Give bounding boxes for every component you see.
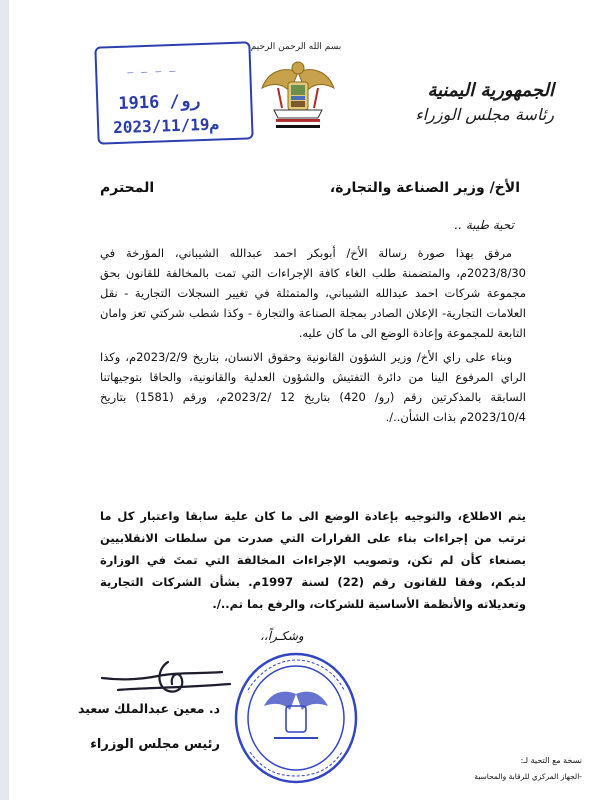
- yemen-eagle-emblem-icon: [260, 58, 336, 132]
- signer-title: رئيس مجلس الوزراء: [90, 737, 220, 752]
- paragraph-2: وبناء على راي الأخ/ وزير الشؤون القانونية وحقوق الانسان، بتاريخ 2023/2/9م، وكذا الراي المرفوع الينا من دائرة التفتيش والشؤون العدلية والقانونية، والحاقا بتوجيهاتنا السابقة بالمذكرتين رقم (رو/ 420) بتاريخ 12 /2023/2م، ورقم (1581) بتاريخ 2023/10/4م بذات الشأن../.: [100, 350, 527, 424]
- greeting: تحية طيبة ..: [454, 218, 514, 232]
- signer-name: د. معين عبدالملك سعيد: [78, 701, 220, 716]
- paragraph-1: مرفق بهذا صورة رسالة الأخ/ أبوبكر احمد عبدالله الشيباني، المؤرخة في 2023/8/30م، والمتضمنة طلب الغاء كافة الإجراءات التي تمت بالمخالفة للقانون بحق مجموعة شركات احمد عبدالله الشيباني، والمتمثلة في تغيير السجلات التجارية - نقل العلامات التجارية- الإعلان الصادر بمجلة الصناعة والتجارة - وكذا شطب شركتي تعز وامان التابعة للمجموعة وإعادة الوضع الى ما كان عليه.: [100, 246, 526, 340]
- incoming-registration-stamp: [94, 41, 253, 144]
- copy-recipient: -الجهاز المركزي للرقابة والمحاسبة: [474, 772, 582, 781]
- official-seal: [230, 648, 362, 788]
- honorific: المحترم: [100, 180, 155, 196]
- closing: وشكـراً،،: [260, 629, 304, 643]
- letterhead: [404, 80, 554, 126]
- basmala: بسم الله الرحمن الرحيم: [250, 42, 342, 52]
- page-edge: [0, 0, 9, 800]
- stamp-illegible-text: — — — —: [127, 65, 177, 79]
- handwritten-signature: [98, 650, 238, 708]
- presidency-name: رئاسة مجلس الوزراء: [415, 105, 554, 124]
- addressee-line: [100, 180, 520, 200]
- stamp-date: 2023/11/19م: [112, 114, 220, 138]
- addressee: الأخ/ وزير الصناعة والتجارة،: [329, 180, 520, 196]
- republic-name: الجمهورية اليمنية: [427, 80, 554, 101]
- directive-paragraph: يتم الاطلاع، والتوجيه بإعادة الوضع الى ما كان علية سابقا واعتبار كل ما ترتب من إجراءات بناء على القرارات التي صدرت من سلطات الانقلابيين بصنعاء كأن لم تكن، وتصويب الإجراءات المخالفة التي تمتَ في الوزارة لديكم، وفقا للقانون رقم (22) لسنة 1997م. بشأن الشركات التجارية وتعديلاته والأنظمة الأساسية للشركات، والرفع بما تم../.: [100, 509, 526, 611]
- letter-body: [100, 243, 526, 427]
- copies-label: نسخة مع التحية لـ:: [520, 756, 582, 765]
- stamp-number: رو/ 1916: [117, 91, 201, 114]
